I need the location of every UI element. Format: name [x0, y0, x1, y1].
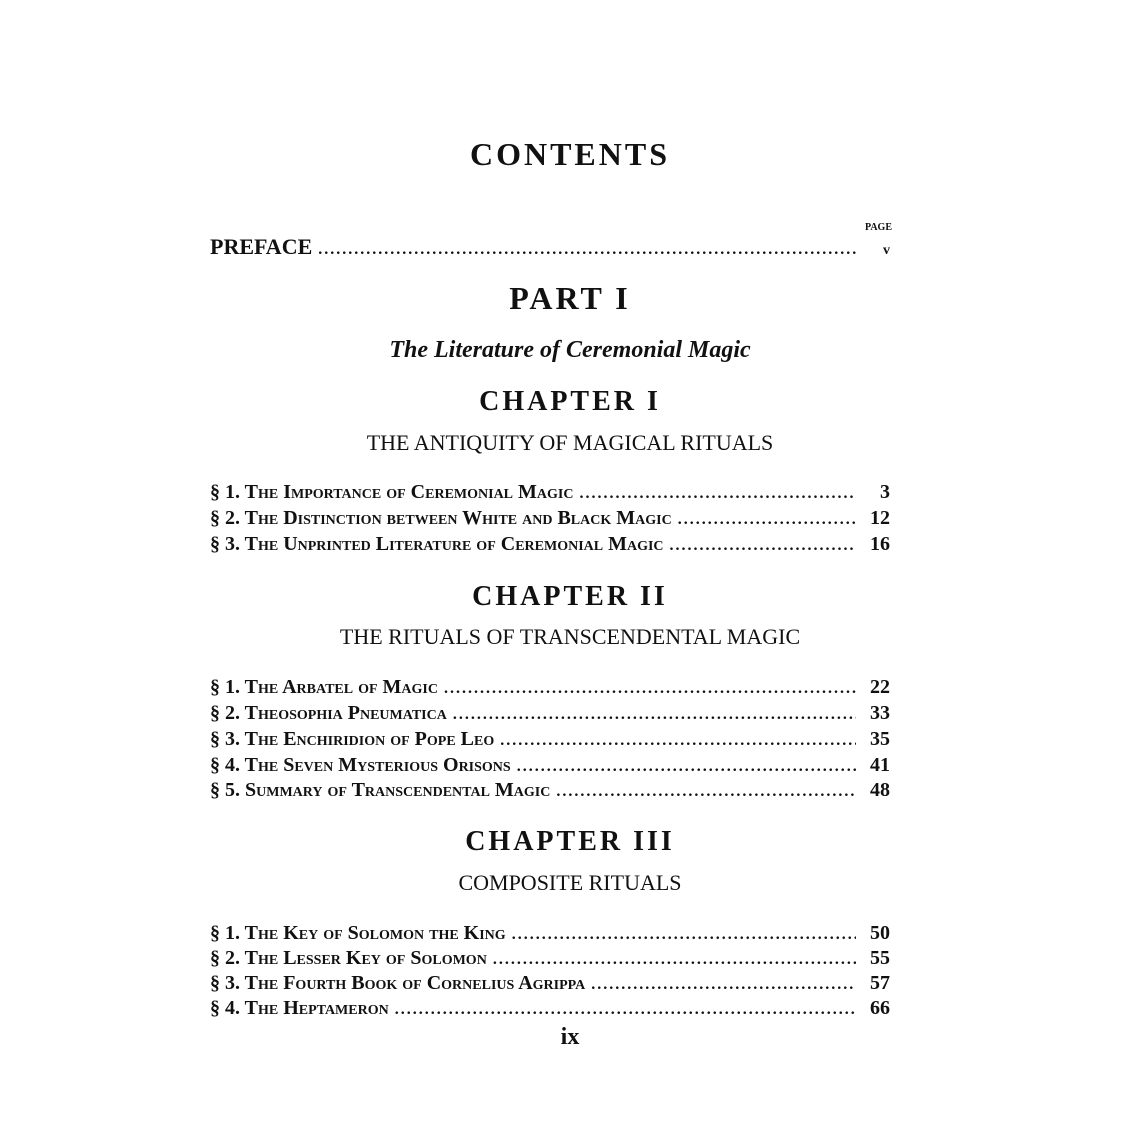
toc-entry-page: 3: [880, 481, 890, 503]
toc-entry-text: § 2. The Distinction between White and Black Magic: [210, 507, 672, 529]
toc-entry-page: 22: [870, 676, 890, 698]
dot-leader: [500, 732, 856, 750]
toc-entry-page: 41: [870, 754, 890, 776]
dot-leader: [556, 783, 856, 801]
toc-entry-page: 66: [870, 997, 890, 1019]
part-heading: PART I: [509, 280, 631, 316]
toc-entry[interactable]: [210, 922, 890, 948]
page-title: CONTENTS: [469, 136, 671, 172]
dot-leader: [670, 537, 856, 555]
dot-leader: [579, 485, 856, 503]
page-column-label: PAGE: [864, 222, 892, 233]
dot-leader: [453, 706, 856, 724]
chapter-heading: CHAPTER III: [465, 826, 675, 857]
toc-entry-text: § 2. The Lesser Key of Solomon: [210, 947, 487, 969]
toc-entry-page: 12: [870, 507, 890, 529]
dot-leader: [678, 511, 856, 529]
toc-entry-text: § 1. The Importance of Ceremonial Magic: [210, 481, 574, 503]
chapter-heading: CHAPTER II: [472, 581, 668, 612]
toc-entry-page: 50: [870, 922, 890, 944]
chapter-title: COMPOSITE RITUALS: [458, 870, 682, 895]
dot-leader: [512, 926, 856, 944]
dot-leader: [517, 758, 856, 776]
toc-entry[interactable]: [210, 728, 890, 754]
toc-entry[interactable]: [210, 481, 890, 507]
toc-entry-page: 48: [870, 779, 890, 801]
toc-entry-page: v: [883, 243, 890, 258]
toc-entry-preface[interactable]: [210, 234, 890, 260]
toc-entry-text: § 1. The Arbatel of Magic: [210, 676, 438, 698]
toc-entry[interactable]: [210, 676, 890, 702]
toc-entry[interactable]: [210, 997, 890, 1023]
toc-entry-text: § 3. The Enchiridion of Pope Leo: [210, 728, 495, 750]
toc-entry-text: § 2. Theosophia Pneumatica: [210, 702, 447, 724]
toc-entry[interactable]: [210, 533, 890, 559]
toc-entry-text: § 1. The Key of Solomon the King: [210, 922, 506, 944]
toc-entry-text: § 4. The Seven Mysterious Orisons: [210, 754, 511, 776]
toc-entry[interactable]: [210, 702, 890, 728]
toc-entry-page: 16: [870, 533, 890, 555]
page-number: ix: [560, 1024, 580, 1050]
toc-entry[interactable]: [210, 507, 890, 533]
chapter-heading: CHAPTER I: [479, 386, 661, 417]
dot-leader: [395, 1001, 856, 1019]
toc-entry[interactable]: [210, 754, 890, 780]
dot-leader: [591, 976, 856, 994]
toc-entry-text: § 4. The Heptameron: [210, 997, 389, 1019]
dot-leader: [318, 241, 856, 259]
chapter-title: THE ANTIQUITY OF MAGICAL RITUALS: [366, 430, 774, 455]
toc-entry-page: 55: [870, 947, 890, 969]
toc-entry[interactable]: [210, 947, 890, 973]
toc-entry-page: 57: [870, 972, 890, 994]
dot-leader: [493, 951, 856, 969]
toc-entry-text: § 5. Summary of Transcendental Magic: [210, 779, 551, 801]
toc-entry-text: § 3. The Unprinted Literature of Ceremonial Magic: [210, 533, 664, 555]
toc-entry-text: § 3. The Fourth Book of Cornelius Agrippa: [210, 972, 586, 994]
toc-entry-page: 35: [870, 728, 890, 750]
toc-entry-page: 33: [870, 702, 890, 724]
toc-entry[interactable]: [210, 972, 890, 998]
chapter-title: THE RITUALS OF TRANSCENDENTAL MAGIC: [339, 624, 801, 649]
dot-leader: [444, 680, 856, 698]
part-subtitle: The Literature of Ceremonial Magic: [389, 337, 751, 363]
toc-entry-text: PREFACE: [210, 234, 313, 259]
toc-entry[interactable]: [210, 779, 890, 805]
